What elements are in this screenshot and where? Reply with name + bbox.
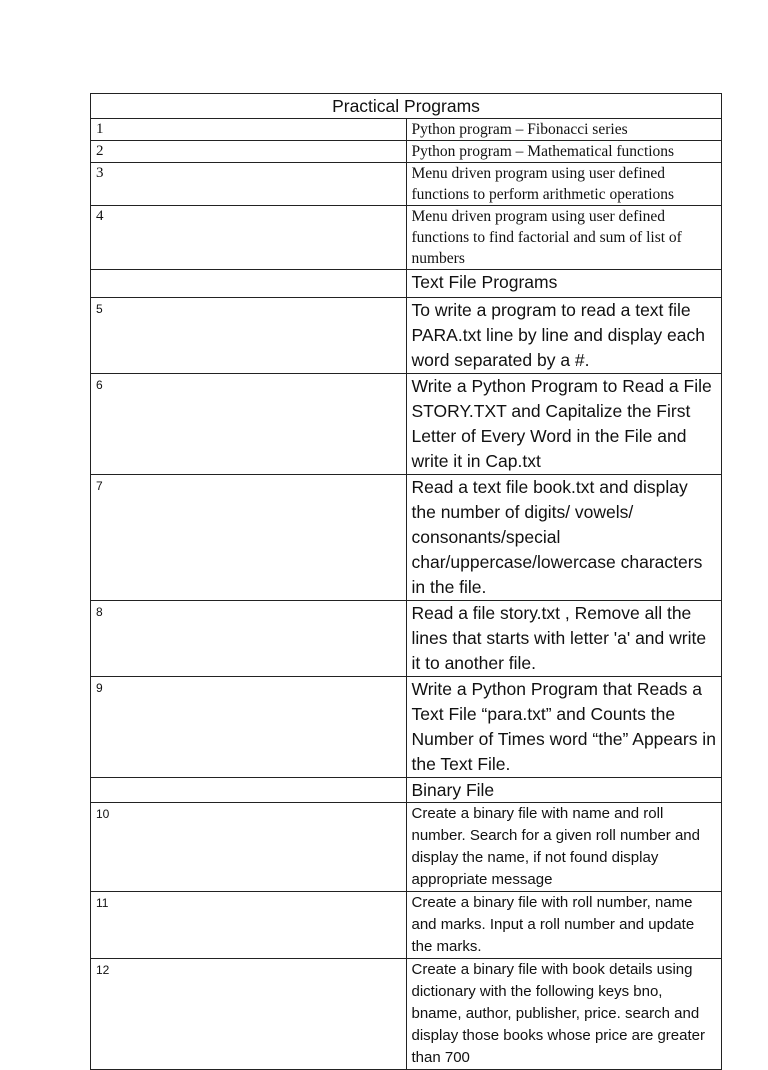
section-heading-binary-file: Binary File: [406, 778, 722, 803]
row-text: Write a Python Program that Reads a Text File “para.txt” and Counts the Number of Times word “the” Appears in the Text File.: [406, 677, 722, 778]
row-number: 11: [91, 892, 407, 959]
table-row: [91, 206, 722, 270]
row-number: 6: [91, 374, 407, 475]
section-row-binary-file: [91, 778, 722, 803]
table-row: [91, 677, 722, 778]
table-row: [91, 959, 722, 1070]
row-number: 7: [91, 475, 407, 601]
table-row: [91, 163, 722, 206]
row-number: 2: [91, 141, 407, 163]
row-text: Read a text file book.txt and display the number of digits/ vowels/ consonants/special char/uppercase/lowercase characters in the file.: [406, 475, 722, 601]
table-row: [91, 141, 722, 163]
row-number: 1: [91, 119, 407, 141]
row-text: Python program – Mathematical functions: [406, 141, 722, 163]
row-text: Python program – Fibonacci series: [406, 119, 722, 141]
row-text: Create a binary file with roll number, name and marks. Input a roll number and update the marks.: [406, 892, 722, 959]
row-text: Write a Python Program to Read a File STORY.TXT and Capitalize the First Letter of Every Word in the File and write it in Cap.txt: [406, 374, 722, 475]
row-number: 5: [91, 298, 407, 374]
section-number-cell: [91, 270, 407, 298]
row-text: Create a binary file with book details using dictionary with the following keys bno, bname, author, publisher, price. search and display those books whose price are greater than 700: [406, 959, 722, 1070]
practical-programs-table: [90, 93, 722, 1070]
table-title: Practical Programs: [91, 94, 722, 119]
table-row: [91, 475, 722, 601]
row-number: 8: [91, 601, 407, 677]
row-text: Menu driven program using user defined functions to perform arithmetic operations: [406, 163, 722, 206]
row-text: Read a file story.txt , Remove all the lines that starts with letter 'a' and write it to another file.: [406, 601, 722, 677]
row-number: 10: [91, 803, 407, 892]
row-text: Menu driven program using user defined functions to find factorial and sum of list of numbers: [406, 206, 722, 270]
table-row: [91, 374, 722, 475]
row-number: 12: [91, 959, 407, 1070]
table-row: [91, 119, 722, 141]
section-heading-text-files: Text File Programs: [406, 270, 722, 298]
table-row: [91, 298, 722, 374]
table-row: [91, 892, 722, 959]
row-number: 3: [91, 163, 407, 206]
table-title-row: [91, 94, 722, 119]
table-row: [91, 803, 722, 892]
section-row-text-files: [91, 270, 722, 298]
row-text: To write a program to read a text file PARA.txt line by line and display each word separated by a #.: [406, 298, 722, 374]
section-number-cell: [91, 778, 407, 803]
row-number: 9: [91, 677, 407, 778]
table-row: [91, 601, 722, 677]
row-number: 4: [91, 206, 407, 270]
row-text: Create a binary file with name and roll number. Search for a given roll number and display the name, if not found display appropriate message: [406, 803, 722, 892]
